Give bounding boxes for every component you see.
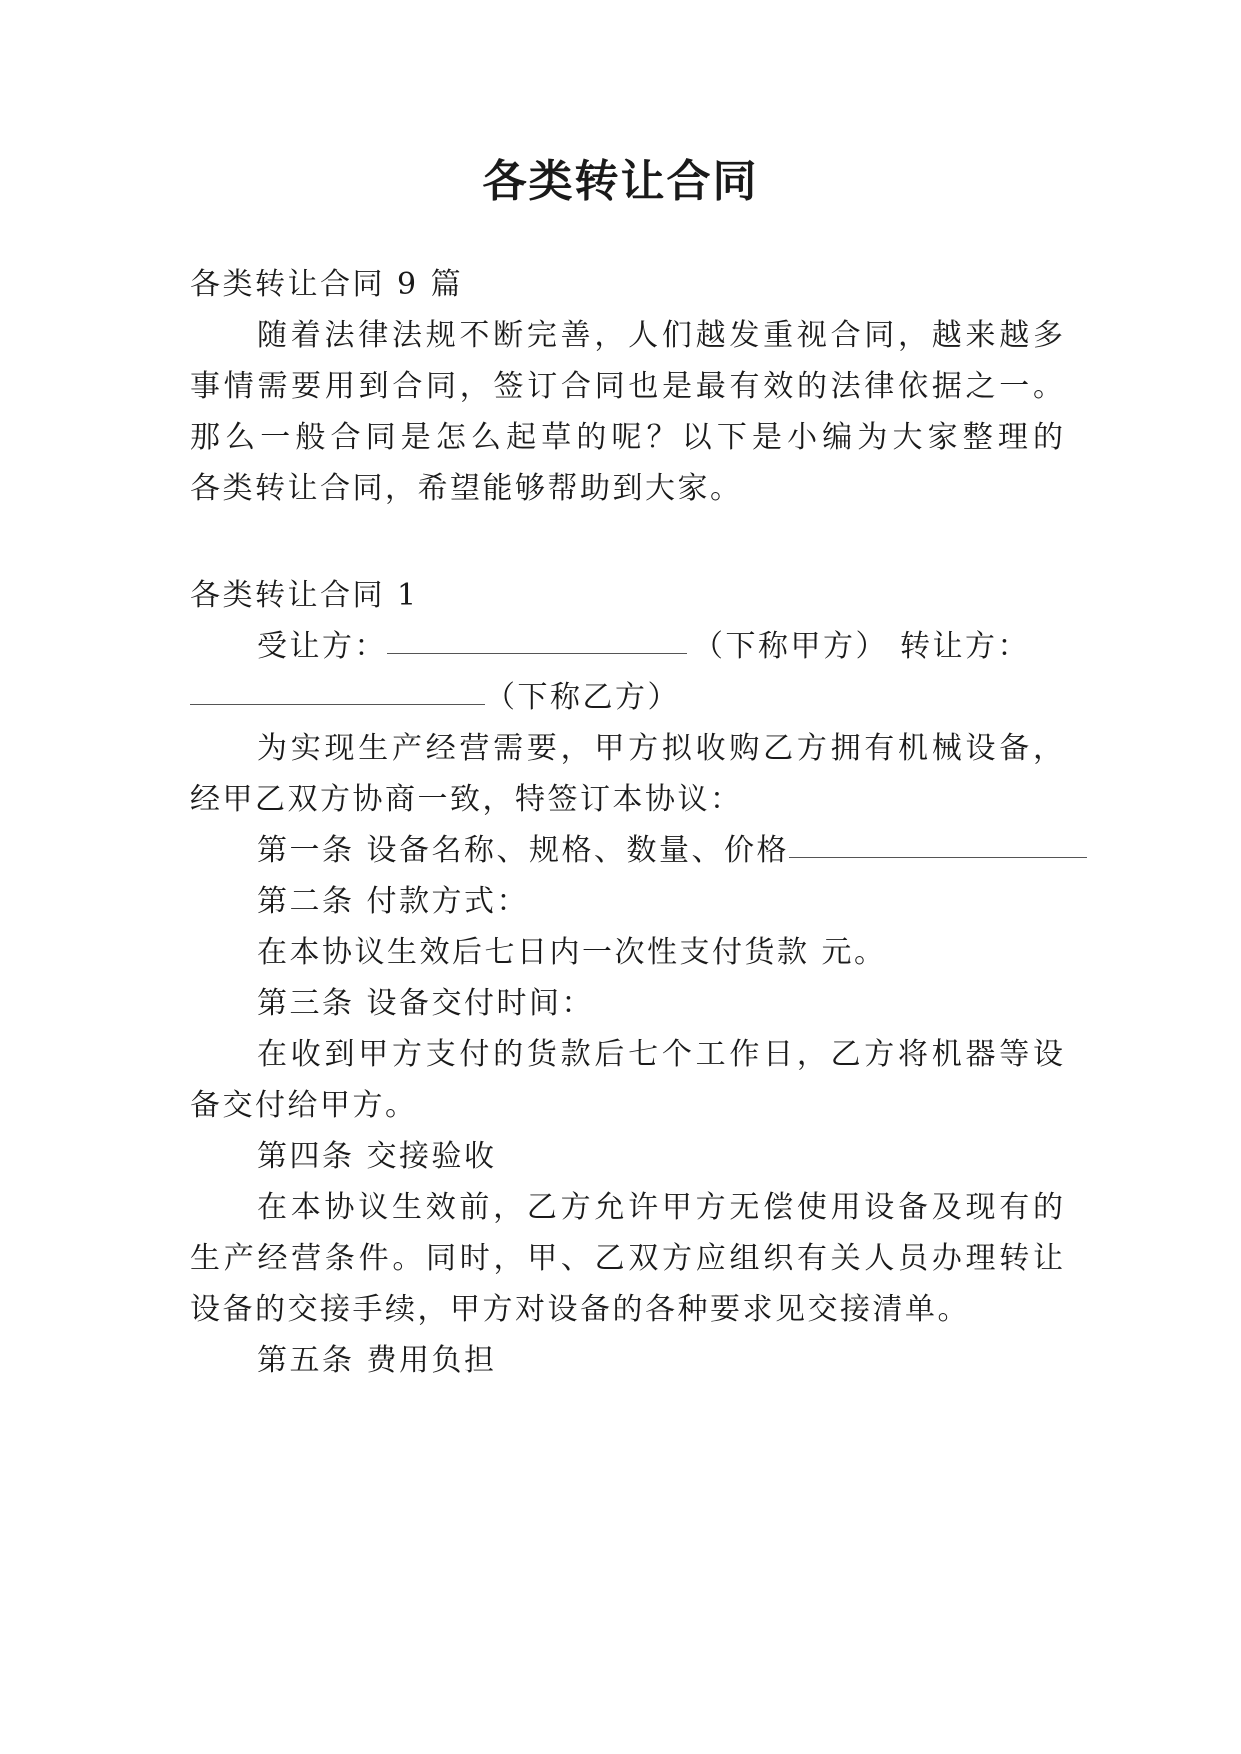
article-2-body: 在本协议生效后七日内一次性支付货款 元。 [257,935,887,970]
transferor-blank [190,703,485,705]
intro-line-3: 那么一般合同是怎么起草的呢？以下是小编为大家整理的 [190,420,1063,455]
party-b-label: （下称乙方） [485,680,680,715]
section-heading: 各类转让合同 1 [190,578,419,613]
transferee-blank [387,652,687,654]
article-4-body-1: 在本协议生效前，乙方允许甲方无偿使用设备及现有的 [257,1190,1063,1225]
article-1-blank [789,856,1087,858]
article-3: 第三条 设备交付时间： [257,986,595,1021]
intro-line-2: 事情需要用到合同，签订合同也是最有效的法律依据之一。 [190,369,1063,404]
article-4-body-3: 设备的交接手续，甲方对设备的各种要求见交接清单。 [190,1292,970,1327]
article-2: 第二条 付款方式： [257,884,530,919]
article-5: 第五条 费用负担 [257,1343,497,1378]
article-1-label: 第一条 设备名称、规格、数量、价格 [257,833,790,868]
transferee-label: 受让方： [257,629,387,664]
parties-line-1 [257,627,1030,667]
intro-line-1: 随着法律法规不断完善，人们越发重视合同，越来越多 [257,318,1063,353]
parties-line-2 [190,678,680,718]
intro-line-4: 各类转让合同，希望能够帮助到大家。 [190,471,743,506]
article-3-body-2: 备交付给甲方。 [190,1088,418,1123]
article-1 [257,831,1087,871]
page-title: 各类转让合同 [482,156,759,207]
article-4: 第四条 交接验收 [257,1139,497,1174]
transferor-label: （下称甲方） 转让方： [693,629,1031,664]
purpose-line-2: 经甲乙双方协商一致，特签订本协议： [190,782,743,817]
purpose-line-1: 为实现生产经营需要，甲方拟收购乙方拥有机械设备， [257,731,1063,766]
article-3-body-1: 在收到甲方支付的货款后七个工作日，乙方将机器等设 [257,1037,1063,1072]
subtitle: 各类转让合同 9 篇 [190,267,464,302]
article-4-body-2: 生产经营条件。同时，甲、乙双方应组织有关人员办理转让 [190,1241,1063,1276]
